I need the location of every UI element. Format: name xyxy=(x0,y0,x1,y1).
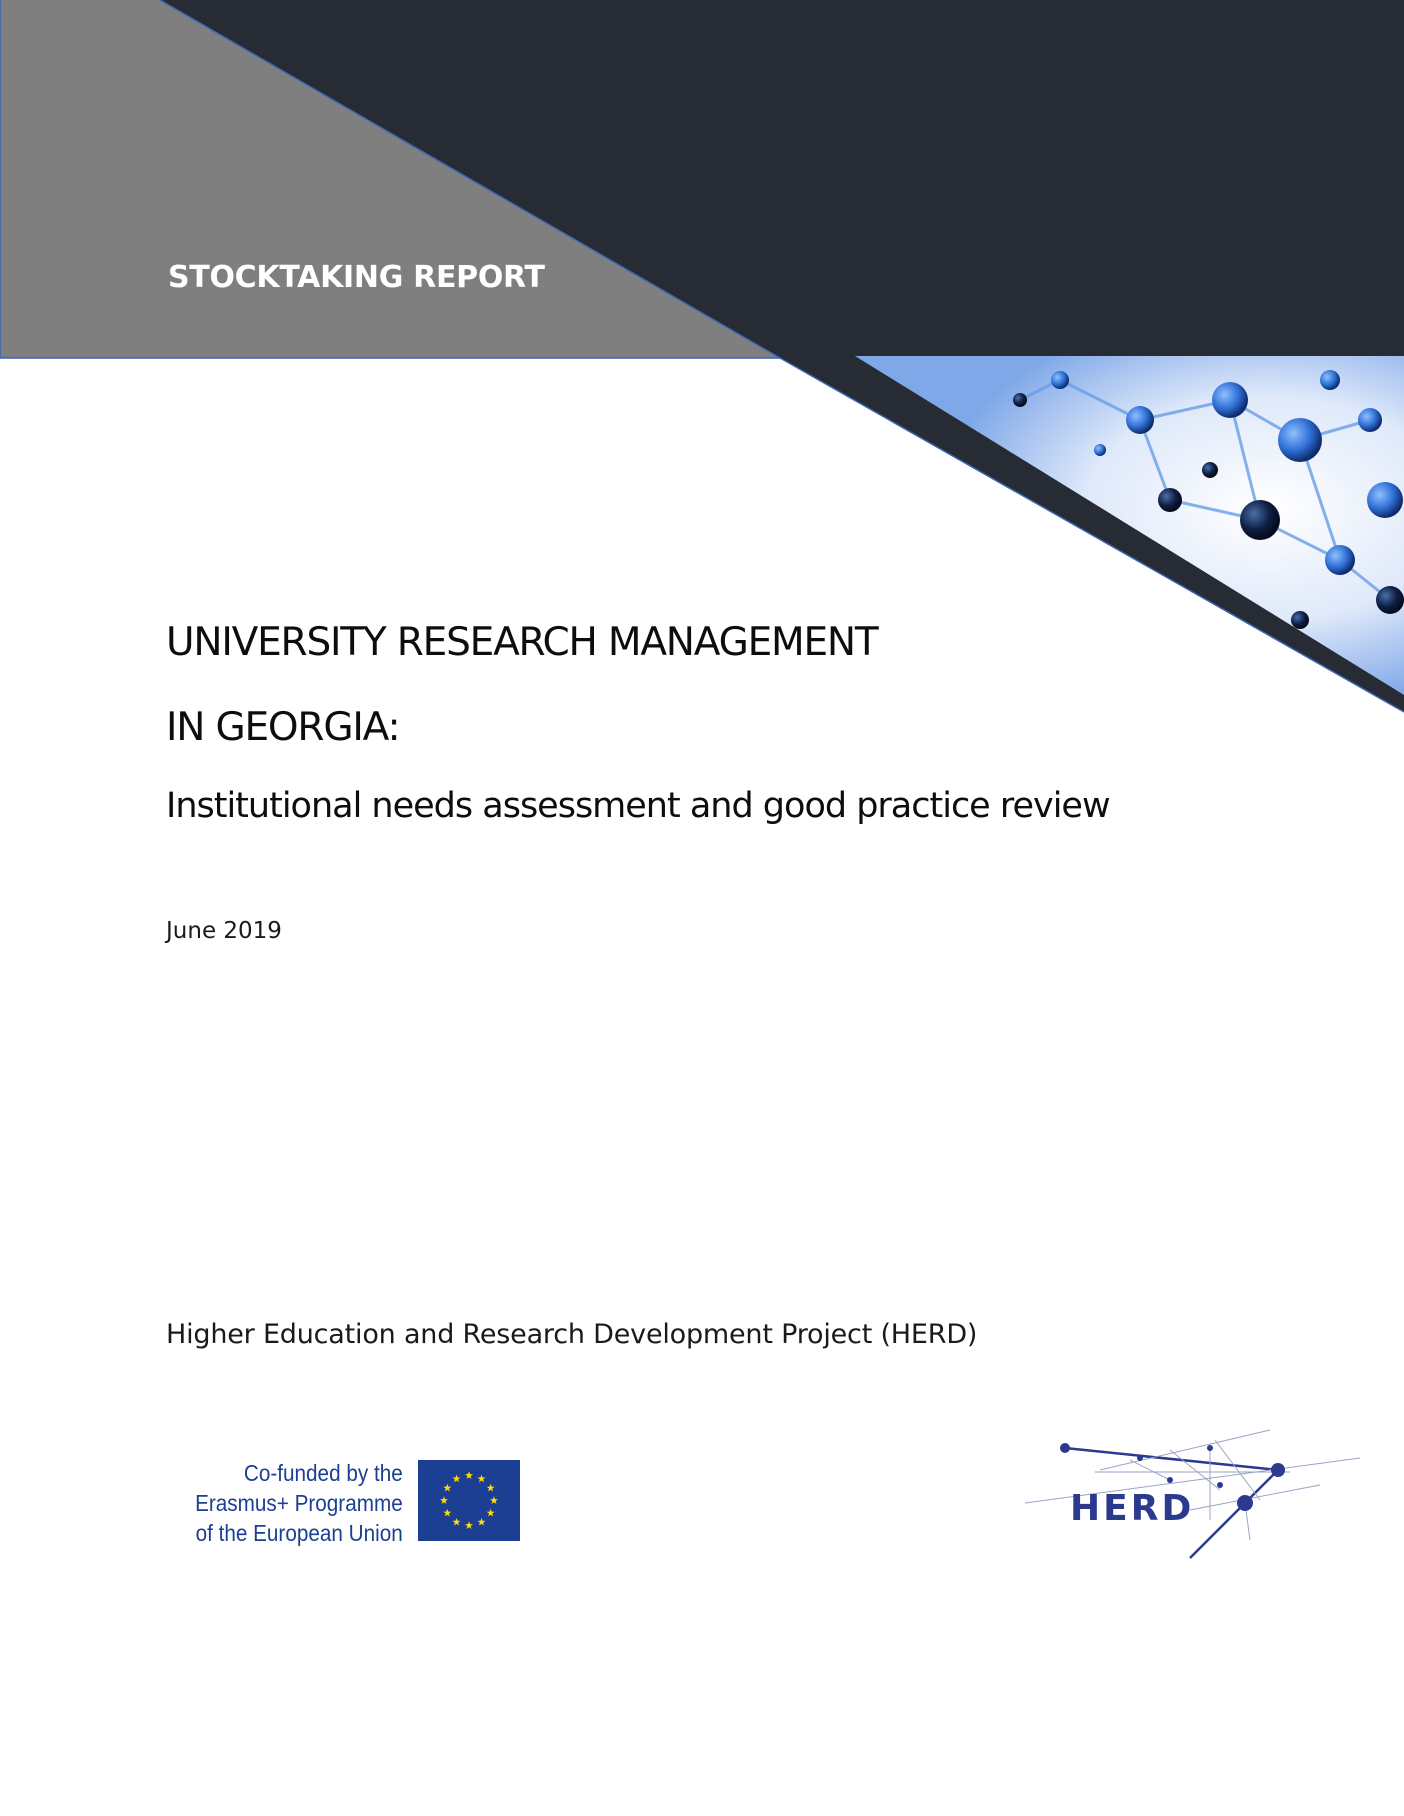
report-subtitle: Institutional needs assessment and good practice review xyxy=(166,786,1110,826)
report-type-label: STOCKTAKING REPORT xyxy=(168,260,545,295)
eu-text-line-1: Co-funded by the xyxy=(244,1460,403,1486)
eu-cofunding-text xyxy=(195,1458,403,1548)
report-title-line-1: UNIVERSITY RESEARCH MANAGEMENT xyxy=(166,620,878,665)
report-date: June 2019 xyxy=(166,918,282,944)
eu-cofunding-logo xyxy=(170,1452,530,1546)
report-title-line-2: IN GEORGIA: xyxy=(166,705,400,750)
project-name: Higher Education and Research Development Project (HERD) xyxy=(166,1319,978,1350)
eu-text-line-3: of the European Union xyxy=(195,1520,403,1546)
cover-header-graphic xyxy=(0,0,1404,720)
herd-logo xyxy=(1020,1410,1380,1570)
herd-logo-text: HERD xyxy=(1070,1488,1195,1529)
eu-flag-icon xyxy=(418,1460,520,1541)
eu-text-line-2: Erasmus+ Programme xyxy=(195,1490,403,1516)
